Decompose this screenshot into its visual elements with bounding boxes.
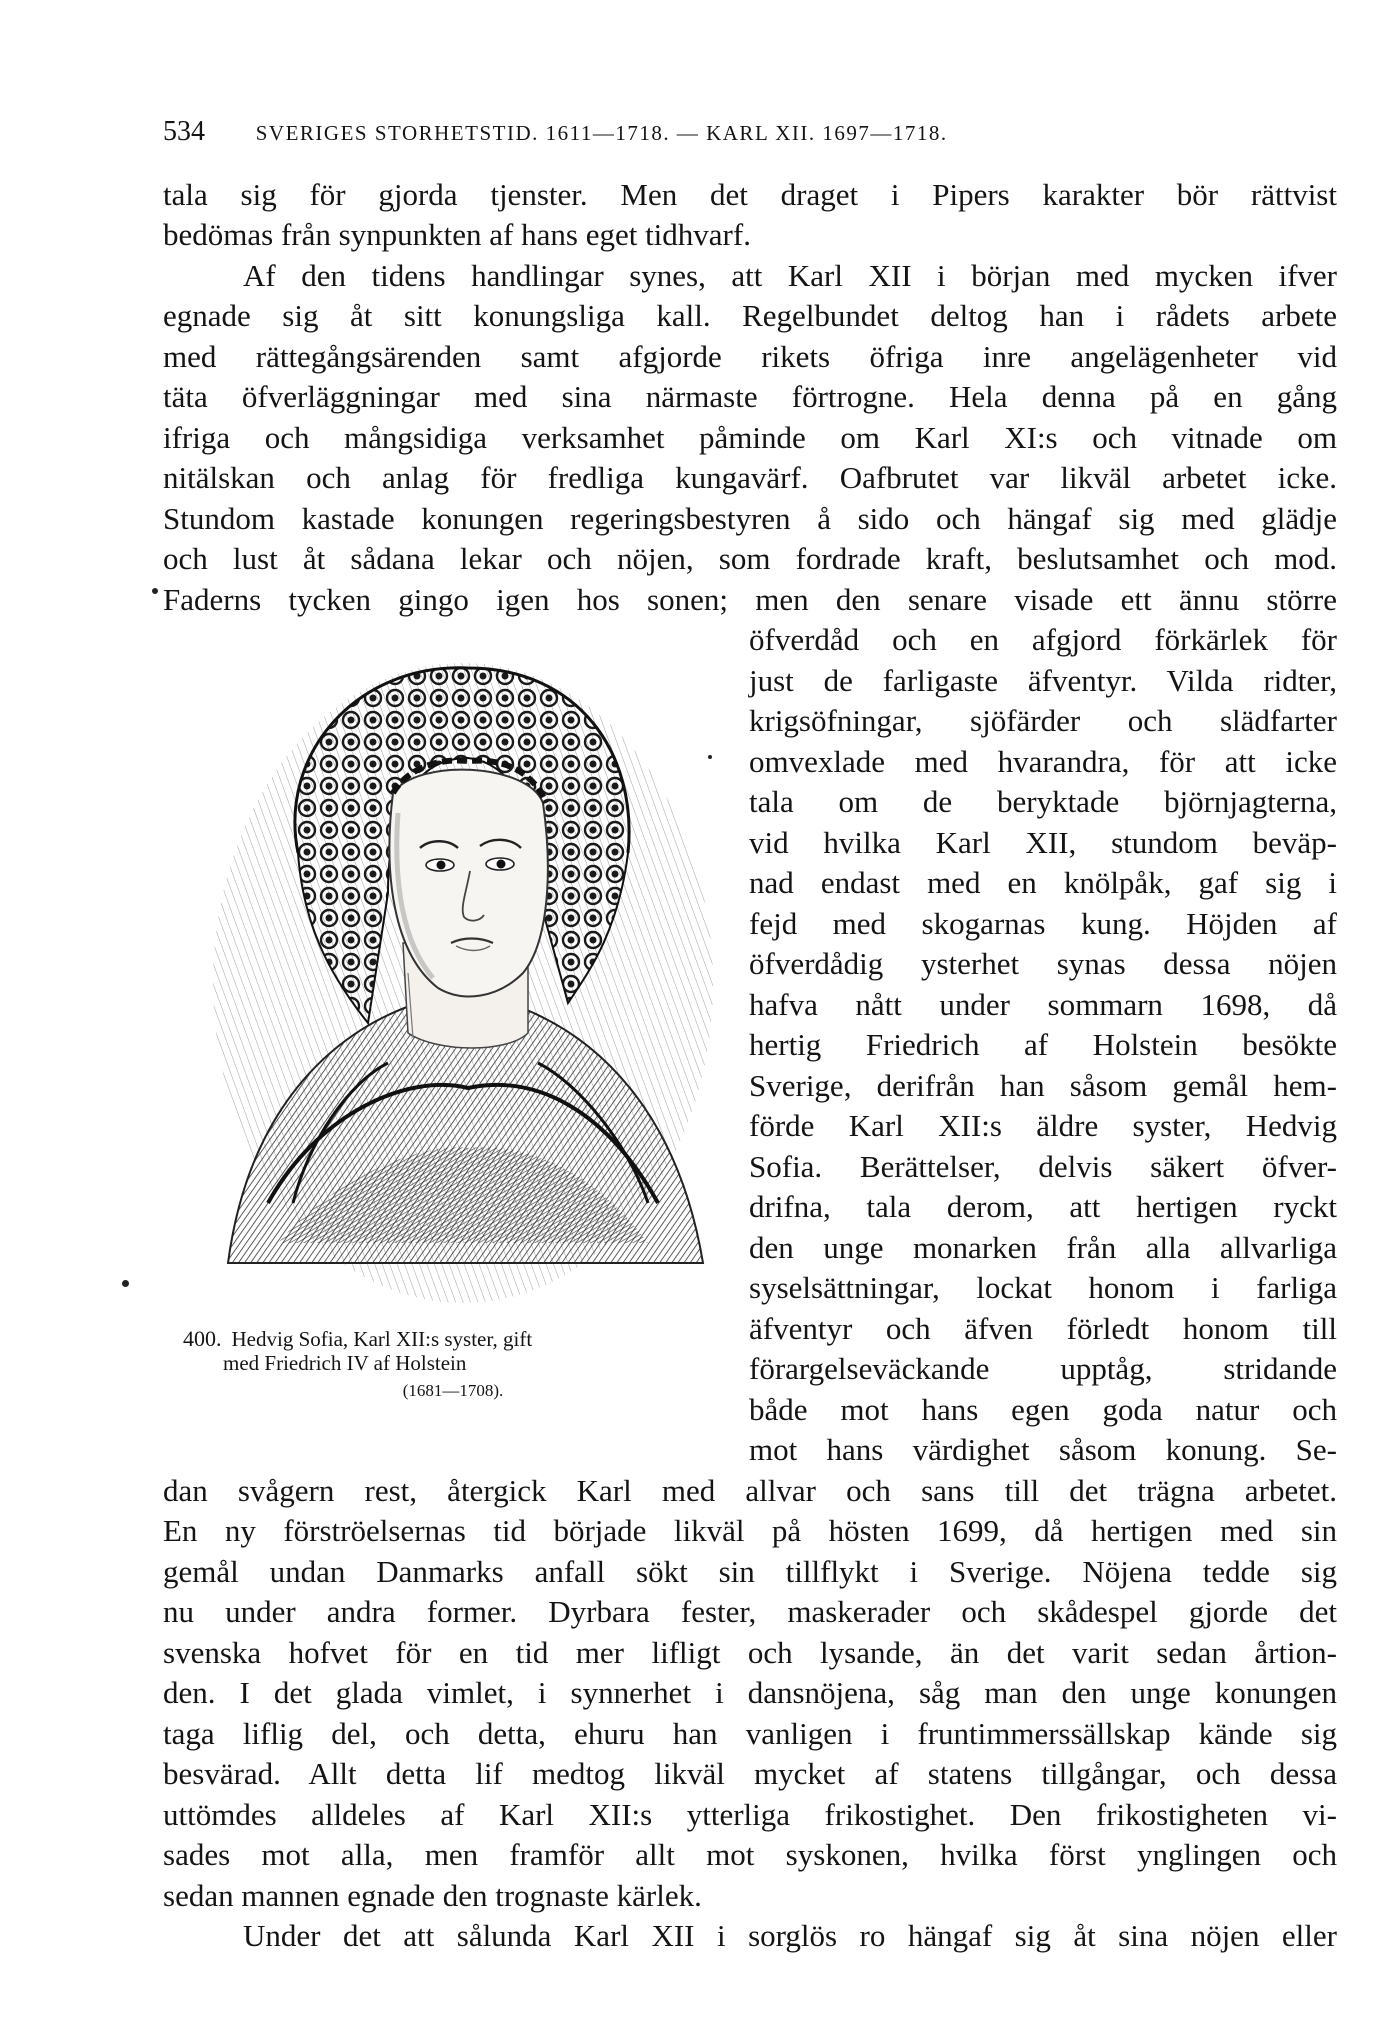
column-line: både mot hans egen goda natur och [749, 1392, 1337, 1427]
body-line: taga liflig del, och detta, ehuru han vanligen i fruntimmerssällskap kände sig [163, 1716, 1337, 1751]
body-line: Under det att sålunda Karl XII i sorglös ro hängaf sig åt sina nöjen eller [243, 1918, 1337, 1953]
body-line: Stundom kastade konungen regeringsbestyren å sido och hängaf sig med glädje [163, 501, 1337, 536]
caption-line-1: Hedvig Sofia, Karl XII:s syster, gift [231, 1327, 533, 1351]
column-line: just de farligaste äfventyr. Vilda ridter, [749, 663, 1337, 698]
body-line: besvärad. Allt detta lif medtog likväl mycket af statens tillgångar, och dessa [163, 1756, 1337, 1791]
body-line: med rättegångsärenden samt afgjorde rikets öfriga inre angelägenheter vid [163, 339, 1337, 374]
column-line: mot hans värdighet såsom konung. Se- [749, 1432, 1337, 1467]
column-line: tala om de beryktade björnjagterna, [749, 784, 1337, 819]
body-line: sedan mannen egnade den trognaste kärlek. [163, 1878, 702, 1913]
running-head [163, 116, 1333, 150]
caption-line-3: (1681—1708). [402, 1381, 504, 1400]
paper-speck [122, 1280, 129, 1287]
body-line: En ny förströelsernas tid började likväl på hösten 1699, då hertigen med sin [163, 1513, 1337, 1548]
left-pupil [437, 861, 446, 870]
paper-speck [708, 755, 712, 759]
column-line: den unge monarken från alla allvarliga [749, 1230, 1337, 1265]
column-line: förargelseväckande upptåg, stridande [749, 1351, 1337, 1386]
body-line: och lust åt sådana lekar och nöjen, som fordrade kraft, beslutsamhet och mod. [163, 541, 1337, 576]
body-line: sades mot alla, men framför allt mot syskonen, hvilka först ynglingen och [163, 1837, 1337, 1872]
portrait-engraving [208, 643, 718, 1303]
body-line: bedömas från synpunkten af hans eget tidhvarf. [163, 217, 751, 252]
body-line: nu under andra former. Dyrbara fester, maskerader och skådespel gjorde det [163, 1594, 1337, 1629]
body-line: uttömdes alldeles af Karl XII:s ytterliga frikostighet. Den frikostigheten vi- [163, 1797, 1337, 1832]
column-line: drifna, tala derom, att hertigen ryckt [749, 1189, 1337, 1224]
caption-line-2: med Friedrich IV af Holstein [223, 1351, 467, 1375]
body-line: Faderns tycken gingo igen hos sonen; men den senare visade ett ännu större [163, 582, 1337, 617]
portrait-illustration [208, 643, 718, 1303]
column-line: öfverdådig ysterhet synas dessa nöjen [749, 946, 1337, 981]
figure-number: 400. [183, 1326, 222, 1351]
column-line: krigsöfningar, sjöfärder och slädfarter [749, 703, 1337, 738]
column-line: förde Karl XII:s äldre syster, Hedvig [749, 1108, 1337, 1143]
figure-caption [183, 1327, 723, 1403]
body-line: den. I det glada vimlet, i synnerhet i dansnöjena, såg man den unge konungen [163, 1675, 1337, 1710]
running-title: SVERIGES STORHETSTID. 1611—1718. — KARL XII. 1697—1718. [255, 121, 948, 145]
right-pupil [497, 860, 506, 869]
body-line: täta öfverläggningar med sina närmaste förtrogne. Hela denna på en gång [163, 379, 1337, 414]
column-line: öfverdåd och en afgjord förkärlek för [749, 622, 1337, 657]
paper-speck [152, 588, 158, 594]
body-line: tala sig för gjorda tjenster. Men det draget i Pipers karakter bör rättvist [163, 177, 1337, 212]
page-number: 534 [163, 116, 205, 147]
body-line: ifriga och mångsidiga verksamhet påminde om Karl XI:s och vitnade om [163, 420, 1337, 455]
column-line: hertig Friedrich af Holstein besökte [749, 1027, 1337, 1062]
body-line: egnade sig åt sitt konungsliga kall. Regelbundet deltog han i rådets arbete [163, 298, 1337, 333]
body-line: nitälskan och anlag för fredliga kungavärf. Oafbrutet var likväl arbetet icke. [163, 460, 1337, 495]
column-line: vid hvilka Karl XII, stundom beväp- [749, 825, 1337, 860]
column-line: Sverige, derifrån han såsom gemål hem- [749, 1068, 1337, 1103]
body-line: dan svågern rest, återgick Karl med allvar och sans till det trägna arbetet. [163, 1473, 1337, 1508]
column-line: hafva nått under sommarn 1698, då [749, 987, 1337, 1022]
column-line: syselsättningar, lockat honom i farliga [749, 1270, 1337, 1305]
column-line: fejd med skogarnas kung. Höjden af [749, 906, 1337, 941]
column-line: Sofia. Berättelser, delvis säkert öfver- [749, 1149, 1337, 1184]
body-line: svenska hofvet för en tid mer lifligt och lysande, än det varit sedan årtion- [163, 1635, 1337, 1670]
body-line: gemål undan Danmarks anfall sökt sin tillflykt i Sverige. Nöjena tedde sig [163, 1554, 1337, 1589]
column-line: äfventyr och äfven förledt honom till [749, 1311, 1337, 1346]
column-line: nad endast med en knölpåk, gaf sig i [749, 865, 1337, 900]
body-line: Af den tidens handlingar synes, att Karl XII i början med mycken ifver [243, 258, 1337, 293]
column-line: omvexlade med hvarandra, för att icke [749, 744, 1337, 779]
